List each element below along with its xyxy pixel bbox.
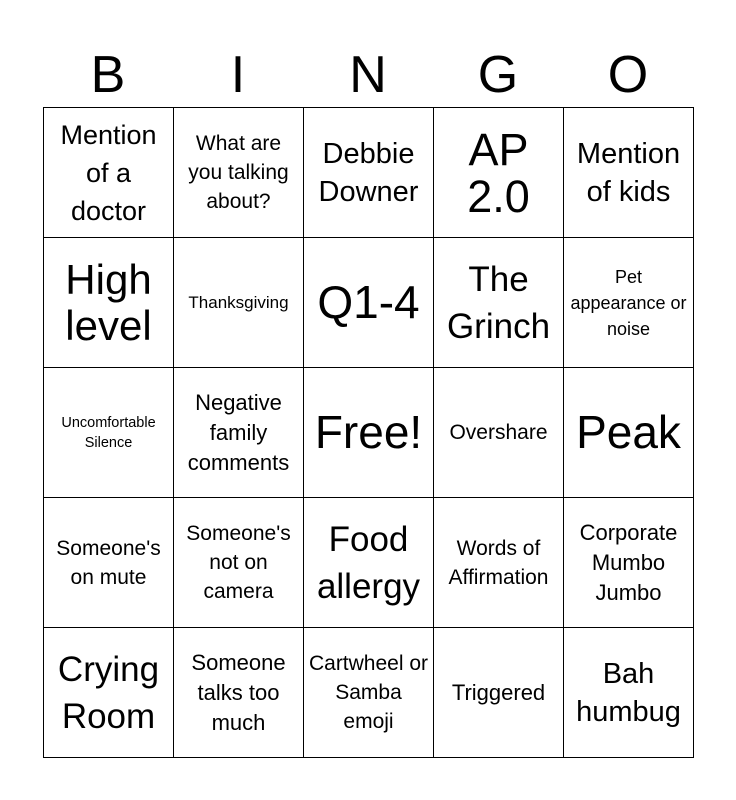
header-letter-n: N: [349, 46, 387, 104]
bingo-cell-food-allergy[interactable]: Food allergy: [304, 498, 434, 628]
bingo-cell-pet-appearance-or-noise[interactable]: Pet appearance or noise: [564, 238, 694, 368]
bingo-cell-someones-on-mute[interactable]: Someone's on mute: [44, 498, 174, 628]
header-letter-i: I: [230, 46, 246, 104]
bingo-header: [43, 44, 693, 106]
bingo-cell-thanksgiving[interactable]: Thanksgiving: [174, 238, 304, 368]
bingo-cell-corporate-mumbo-jumbo[interactable]: Corporate Mumbo Jumbo: [564, 498, 694, 628]
header-letter-g: G: [477, 46, 519, 104]
bingo-cell-free-space[interactable]: Free!: [304, 368, 434, 498]
bingo-cell-peak[interactable]: Peak: [564, 368, 694, 498]
bingo-cell-what-are-you-talking-about[interactable]: What are you talking about?: [174, 108, 304, 238]
bingo-cell-someones-not-on-camera[interactable]: Someone's not on camera: [174, 498, 304, 628]
bingo-cell-uncomfortable-silence[interactable]: Uncomfortable Silence: [44, 368, 174, 498]
bingo-cell-triggered[interactable]: Triggered: [434, 628, 564, 758]
bingo-cell-mention-of-kids[interactable]: Mention of kids: [564, 108, 694, 238]
bingo-cell-the-grinch[interactable]: The Grinch: [434, 238, 564, 368]
bingo-cell-q1-4[interactable]: Q1-4: [304, 238, 434, 368]
bingo-cell-high-level[interactable]: High level: [44, 238, 174, 368]
bingo-cell-ap-2-0[interactable]: AP 2.0: [434, 108, 564, 238]
header-letter-b: B: [90, 46, 126, 104]
bingo-cell-someone-talks-too-much[interactable]: Someone talks too much: [174, 628, 304, 758]
bingo-cell-cartwheel-or-samba-emoji[interactable]: Cartwheel or Samba emoji: [304, 628, 434, 758]
bingo-card-grid: [43, 107, 694, 758]
bingo-cell-bah-humbug[interactable]: Bah humbug: [564, 628, 694, 758]
bingo-cell-overshare[interactable]: Overshare: [434, 368, 564, 498]
bingo-cell-mention-of-a-doctor[interactable]: Mention of a doctor: [44, 108, 174, 238]
bingo-cell-debbie-downer[interactable]: Debbie Downer: [304, 108, 434, 238]
bingo-cell-words-of-affirmation[interactable]: Words of Affirmation: [434, 498, 564, 628]
bingo-cell-negative-family-comments[interactable]: Negative family comments: [174, 368, 304, 498]
header-letter-o: O: [607, 46, 649, 104]
bingo-cell-crying-room[interactable]: Crying Room: [44, 628, 174, 758]
